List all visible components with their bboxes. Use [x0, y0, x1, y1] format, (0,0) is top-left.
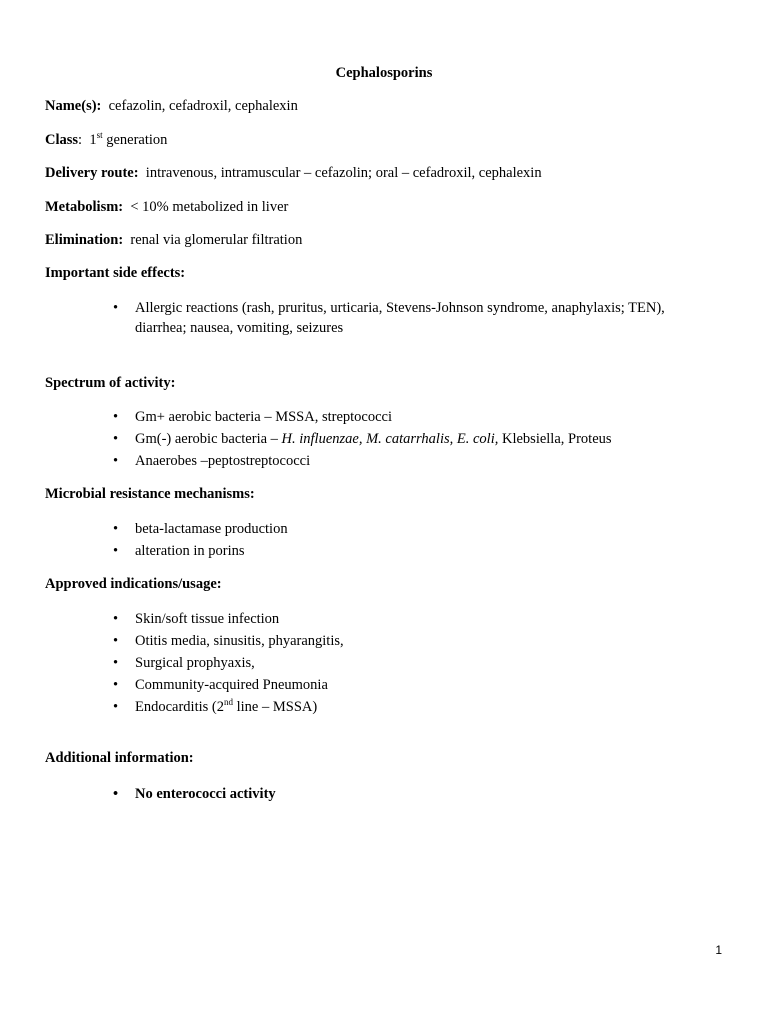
- names-value: cefazolin, cefadroxil, cephalexin: [108, 98, 298, 114]
- resistance-list: [0, 518, 768, 562]
- indications-list: [0, 608, 768, 718]
- bullet-icon: •: [113, 786, 119, 802]
- bullet-icon: •: [113, 543, 119, 559]
- resistance-heading: Microbial resistance mechanisms:: [45, 486, 255, 502]
- additional-info-list: [0, 783, 768, 805]
- additional-info-heading: Additional information:: [45, 750, 194, 766]
- list-item: [0, 298, 768, 338]
- indication-item-suffix: line – MSSA): [233, 699, 318, 715]
- class-gen-number: 1: [89, 132, 97, 148]
- delivery-route-label: Delivery route:: [45, 165, 139, 181]
- list-item: [0, 630, 768, 652]
- metabolism-value: < 10% metabolized in liver: [130, 199, 289, 215]
- metabolism-label: Metabolism:: [45, 199, 124, 215]
- bullet-icon: •: [113, 453, 119, 469]
- side-effects-list: [0, 298, 768, 338]
- indications-heading: Approved indications/usage:: [45, 576, 222, 592]
- names-field: [45, 97, 735, 115]
- list-item: [0, 518, 768, 540]
- bullet-icon: •: [113, 633, 119, 649]
- document-title: Cephalosporins: [335, 65, 433, 81]
- spectrum-item: Anaerobes –peptostreptococci: [135, 453, 311, 469]
- class-label: Class: [45, 132, 79, 148]
- bullet-icon: •: [113, 611, 119, 627]
- indication-item-ordinal: nd: [224, 697, 233, 708]
- side-effects-item: Allergic reactions (rash, pruritus, urticaria, Stevens-Johnson syndrome, anaphylaxis; TEN), diarrhea; nausea, vomiting, seizures: [135, 300, 665, 336]
- bullet-icon: •: [113, 655, 119, 671]
- spectrum-item-prefix: Gm(-) aerobic bacteria –: [135, 431, 282, 447]
- resistance-item: alteration in porins: [135, 543, 245, 559]
- class-field: [45, 131, 735, 149]
- elimination-field: [45, 231, 735, 249]
- spectrum-item-suffix: Klebsiella, Proteus: [498, 431, 612, 447]
- list-item: [0, 652, 768, 674]
- spectrum-item-organisms: H. influenzae, M. catarrhalis, E. coli,: [281, 431, 499, 447]
- class-gen-text: generation: [102, 132, 168, 148]
- list-item: [0, 406, 768, 428]
- bullet-icon: •: [113, 300, 119, 316]
- bullet-icon: •: [113, 677, 119, 693]
- spectrum-item: Gm+ aerobic bacteria – MSSA, streptococci: [135, 409, 393, 425]
- elimination-value: renal via glomerular filtration: [130, 232, 303, 248]
- bullet-icon: •: [113, 699, 119, 715]
- list-item: [0, 540, 768, 562]
- bullet-icon: •: [113, 431, 119, 447]
- indication-item: Surgical prophyaxis,: [135, 655, 255, 671]
- list-item: [0, 783, 768, 805]
- class-separator: :: [78, 132, 83, 148]
- delivery-route-value: intravenous, intramuscular – cefazolin; oral – cefadroxil, cephalexin: [145, 165, 542, 181]
- list-item: [0, 450, 768, 472]
- spectrum-list: [0, 406, 768, 472]
- side-effects-heading: Important side effects:: [45, 265, 186, 281]
- bullet-icon: •: [113, 521, 119, 537]
- delivery-route-field: [45, 164, 735, 182]
- list-item: [0, 608, 768, 630]
- indication-item: Otitis media, sinusitis, phyarangitis,: [135, 633, 344, 649]
- names-label: Name(s):: [45, 98, 102, 114]
- indication-item: Skin/soft tissue infection: [135, 611, 280, 627]
- spectrum-heading: Spectrum of activity:: [45, 375, 176, 391]
- indication-item-prefix: Endocarditis (2: [135, 699, 224, 715]
- elimination-label: Elimination:: [45, 232, 124, 248]
- indication-item: Community-acquired Pneumonia: [135, 677, 328, 693]
- list-item: [0, 674, 768, 696]
- list-item: [0, 428, 768, 450]
- page-number: 1: [715, 943, 722, 957]
- resistance-item: beta-lactamase production: [135, 521, 288, 537]
- list-item: [0, 696, 768, 718]
- bullet-icon: •: [113, 409, 119, 425]
- additional-info-item: No enterococci activity: [135, 786, 276, 802]
- metabolism-field: [45, 198, 735, 216]
- class-gen-suffix: st: [96, 130, 103, 141]
